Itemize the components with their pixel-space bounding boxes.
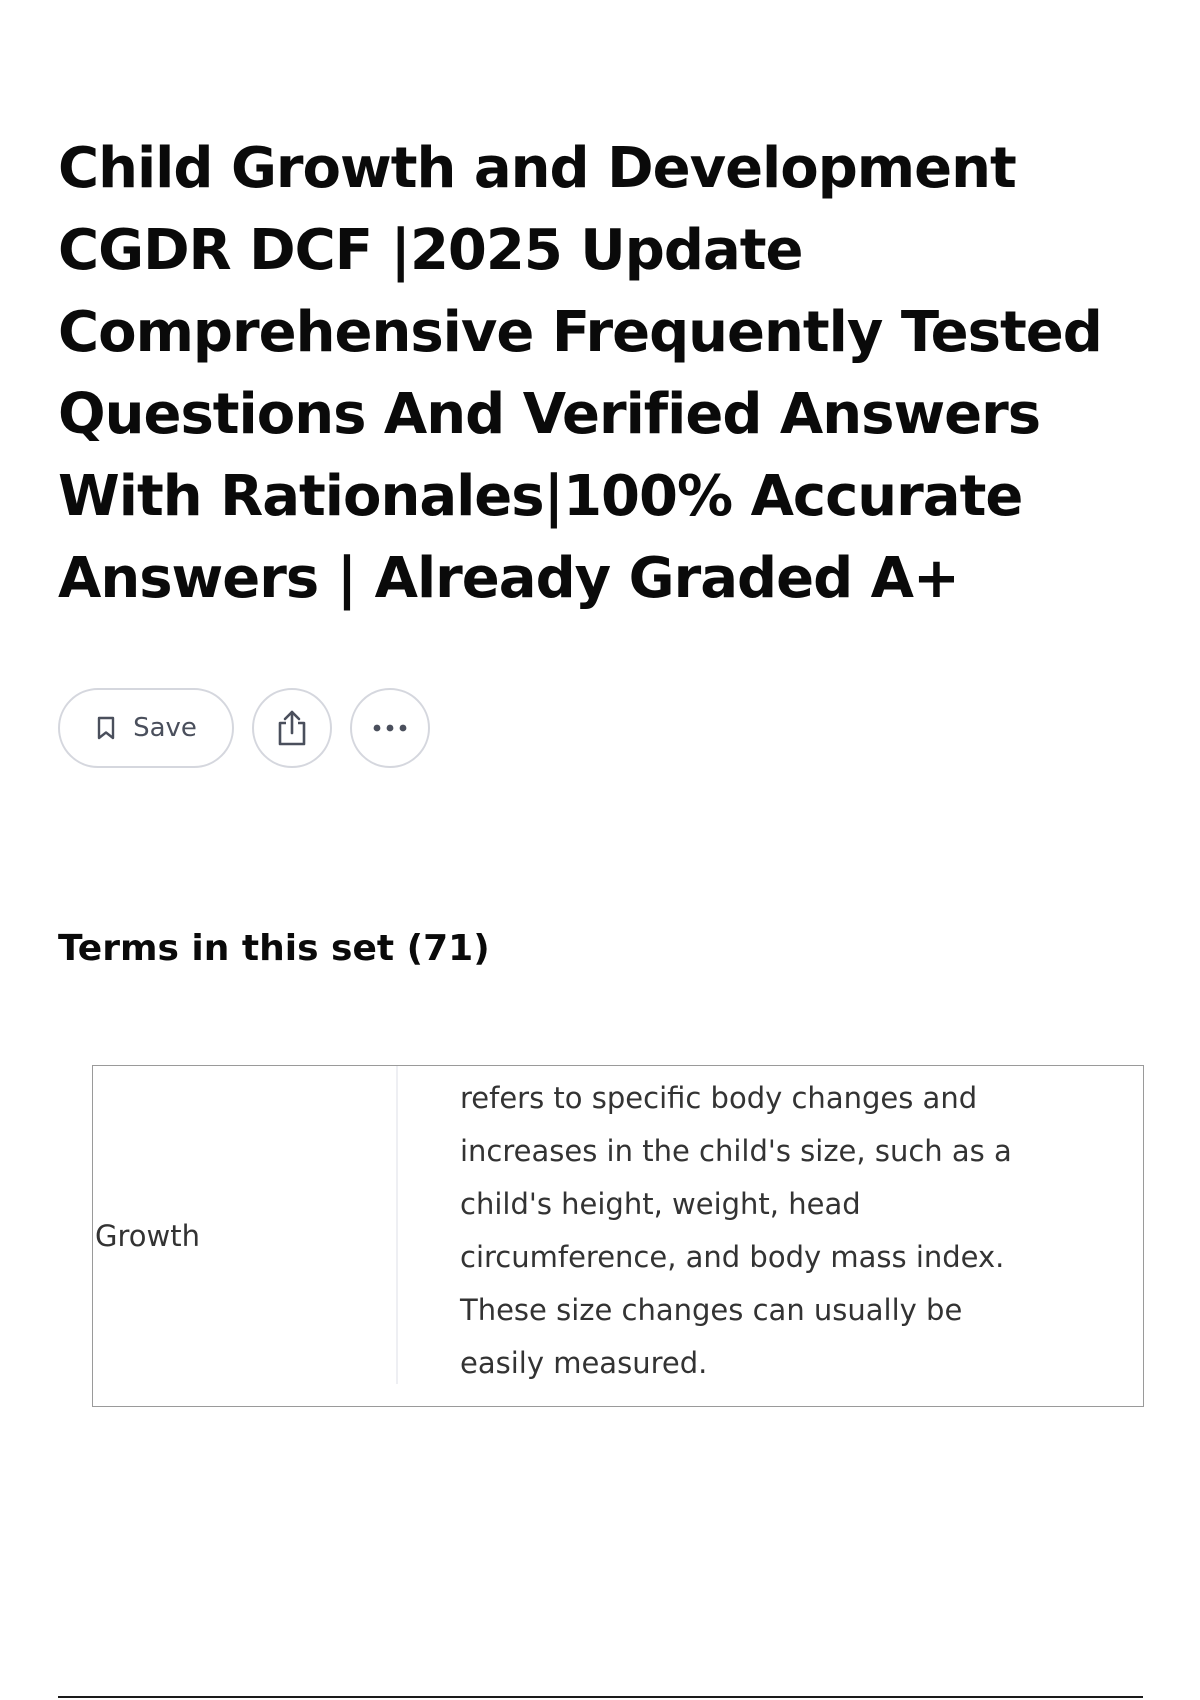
more-options-icon	[370, 723, 410, 733]
share-icon	[274, 708, 310, 748]
action-bar	[58, 688, 430, 768]
term-card	[92, 1065, 1144, 1407]
share-button[interactable]	[252, 688, 332, 768]
term-divider	[396, 1066, 398, 1384]
terms-set-heading: Terms in this set (71)	[58, 928, 490, 969]
page-title: Child Growth and Development CGDR DCF |2025 Update Comprehensive Frequently Tested Questions And Verified Answers With Rationales|100% Accurate Answers | Already Graded A+	[58, 136, 1102, 611]
definition-text: refers to specific body changes and increases in the child's size, such as a child's height, weight, head circumference, and body mass index. These size changes can usually be easily measured.	[460, 1081, 1012, 1380]
save-button-label: Save	[133, 713, 197, 743]
term-text: Growth	[95, 1219, 200, 1253]
save-button[interactable]	[58, 688, 234, 768]
more-options-button[interactable]	[350, 688, 430, 768]
bookmark-icon	[95, 715, 117, 741]
bottom-divider	[58, 1696, 1143, 1698]
